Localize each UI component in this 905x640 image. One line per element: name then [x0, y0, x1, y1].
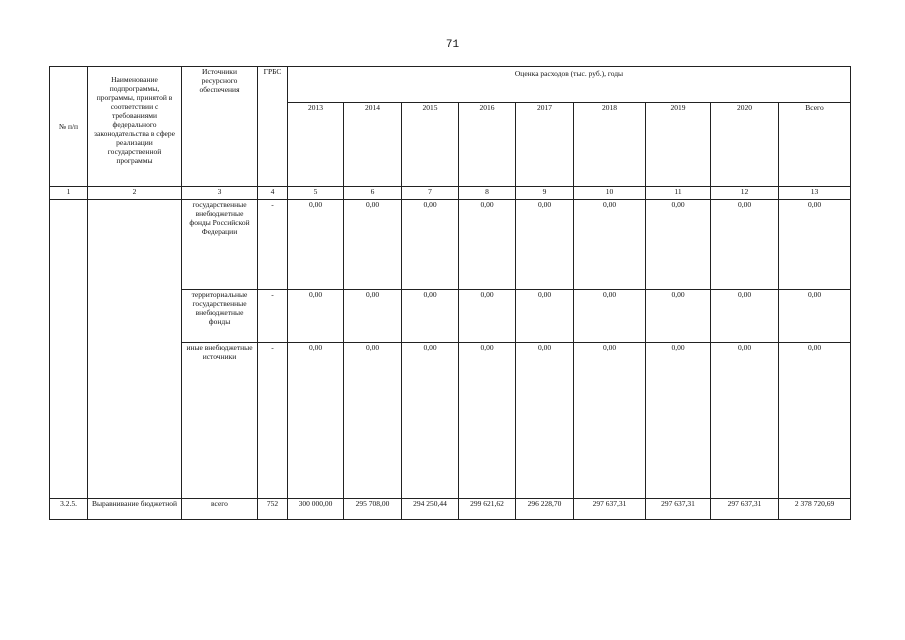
- header-year: 2016: [459, 103, 516, 187]
- header-year: 2018: [574, 103, 646, 187]
- header-year: 2020: [711, 103, 779, 187]
- value-cell: 295 708,00: [344, 499, 402, 520]
- table-row: [50, 200, 851, 290]
- value-cell: 294 250,44: [402, 499, 459, 520]
- value-cell: 0,00: [344, 290, 402, 343]
- source-cell: государственные внебюджетные фонды Российской Федерации: [182, 200, 258, 290]
- row-number-cell: [50, 200, 88, 499]
- value-cell: 0,00: [646, 290, 711, 343]
- value-cell: 0,00: [402, 200, 459, 290]
- value-cell-total: 0,00: [779, 200, 851, 290]
- header-col-estimate: Оценка расходов (тыс. руб.), годы: [288, 67, 851, 103]
- source-cell: всего: [182, 499, 258, 520]
- value-cell: 297 637,31: [711, 499, 779, 520]
- row-name-cell: Выравнивание бюджетной: [88, 499, 182, 520]
- table-row: [50, 499, 851, 520]
- value-cell: 0,00: [288, 343, 344, 499]
- value-cell: 0,00: [574, 200, 646, 290]
- value-cell: 0,00: [516, 290, 574, 343]
- value-cell-total: 0,00: [779, 343, 851, 499]
- column-numbering-row: [50, 187, 851, 200]
- source-cell: территориальные государственные внебюджетные фонды: [182, 290, 258, 343]
- header-total: Всего: [779, 103, 851, 187]
- column-number: 9: [516, 187, 574, 200]
- value-cell: 0,00: [402, 343, 459, 499]
- value-cell: 0,00: [574, 290, 646, 343]
- column-number: 8: [459, 187, 516, 200]
- value-cell: 0,00: [574, 343, 646, 499]
- value-cell: 296 228,70: [516, 499, 574, 520]
- value-cell: 0,00: [288, 290, 344, 343]
- value-cell: 0,00: [646, 200, 711, 290]
- value-cell: 0,00: [344, 343, 402, 499]
- value-cell: 0,00: [402, 290, 459, 343]
- value-cell-total: 2 378 720,69: [779, 499, 851, 520]
- value-cell: 299 621,62: [459, 499, 516, 520]
- value-cell: 0,00: [459, 290, 516, 343]
- value-cell-total: 0,00: [779, 290, 851, 343]
- value-cell: 0,00: [459, 200, 516, 290]
- header-year: 2015: [402, 103, 459, 187]
- row-number-cell: 3.2.5.: [50, 499, 88, 520]
- value-cell: 300 000,00: [288, 499, 344, 520]
- column-number: 12: [711, 187, 779, 200]
- value-cell: 0,00: [711, 200, 779, 290]
- header-year: 2013: [288, 103, 344, 187]
- column-number: 7: [402, 187, 459, 200]
- value-cell: 0,00: [516, 343, 574, 499]
- value-cell: 0,00: [711, 343, 779, 499]
- column-number: 5: [288, 187, 344, 200]
- value-cell: 0,00: [516, 200, 574, 290]
- value-cell: 0,00: [288, 200, 344, 290]
- value-cell: 0,00: [711, 290, 779, 343]
- value-cell: 0,00: [344, 200, 402, 290]
- budget-table: [49, 66, 851, 520]
- grbs-cell: -: [258, 200, 288, 290]
- column-number: 2: [88, 187, 182, 200]
- header-year: 2019: [646, 103, 711, 187]
- grbs-cell: -: [258, 290, 288, 343]
- page-number: 71: [445, 39, 460, 51]
- header-col-name: Наименование подпрограммы, программы, принятой в соответствии с требованиями федерального законодательства в сфере реализации государственной программы: [88, 67, 182, 187]
- column-number: 13: [779, 187, 851, 200]
- header-col-number: № п/п: [50, 67, 88, 187]
- source-cell: иные внебюджетные источники: [182, 343, 258, 499]
- value-cell: 297 637,31: [574, 499, 646, 520]
- header-col-source: Источники ресурсного обеспечения: [182, 67, 258, 187]
- column-number: 3: [182, 187, 258, 200]
- column-number: 6: [344, 187, 402, 200]
- column-number: 4: [258, 187, 288, 200]
- grbs-cell: -: [258, 343, 288, 499]
- value-cell: 297 637,31: [646, 499, 711, 520]
- value-cell: 0,00: [646, 343, 711, 499]
- header-year: 2017: [516, 103, 574, 187]
- header-year: 2014: [344, 103, 402, 187]
- column-number: 10: [574, 187, 646, 200]
- column-number: 11: [646, 187, 711, 200]
- header-col-grbs: ГРБС: [258, 67, 288, 187]
- value-cell: 0,00: [459, 343, 516, 499]
- row-name-cell: [88, 200, 182, 499]
- column-number: 1: [50, 187, 88, 200]
- grbs-cell: 752: [258, 499, 288, 520]
